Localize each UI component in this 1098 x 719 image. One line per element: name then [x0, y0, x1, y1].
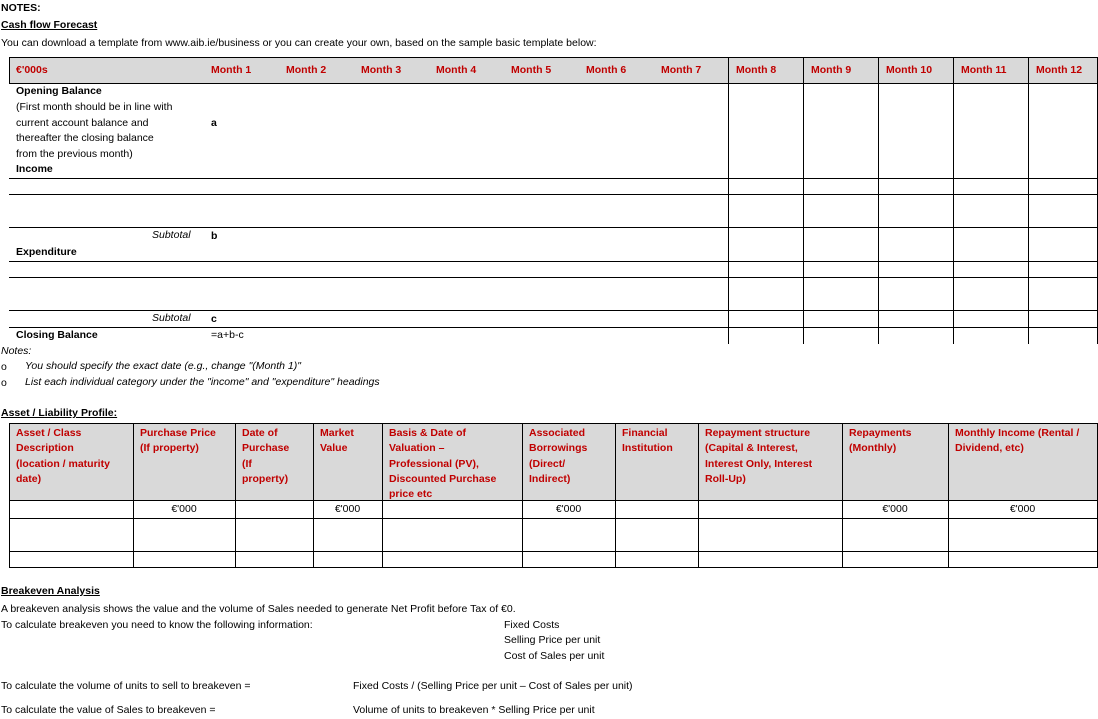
asset-unit-label: €'000	[882, 503, 908, 515]
month-header: Month 11	[961, 64, 1007, 76]
notes-label: Notes:	[1, 345, 32, 357]
notes-title: NOTES:	[1, 2, 41, 14]
grid-line	[235, 423, 236, 567]
month-header: Month 6	[586, 64, 627, 76]
grid-line	[9, 567, 1098, 568]
note-bullet: o	[1, 361, 7, 373]
grid-line	[9, 501, 10, 567]
month-header: Month 5	[511, 64, 552, 76]
note-bullet: o	[1, 377, 7, 389]
breakeven-volume-label: To calculate the volume of units to sell to breakeven =	[1, 680, 251, 692]
asset-unit-label: €'000	[1009, 503, 1036, 515]
grid-line	[522, 423, 523, 567]
closing-balance-label: Closing Balance	[16, 329, 98, 341]
asset-column-header: Asset / Class Description (location / maturity date)	[16, 427, 110, 485]
grid-line	[698, 423, 699, 567]
cashflow-intro: You can download a template from www.aib.ie/business or you can create your own, based on the sample basic template below:	[1, 37, 597, 49]
month-header: Month 12	[1036, 64, 1083, 76]
asset-column-header: Monthly Income (Rental / Dividend, etc)	[955, 427, 1080, 455]
income-label: Income	[16, 163, 53, 175]
asset-column-header: Financial Institution	[622, 427, 673, 455]
asset-unit-label: €'000	[334, 503, 361, 515]
grid-line	[313, 423, 314, 567]
grid-line	[1028, 57, 1029, 84]
grid-line	[9, 518, 1098, 519]
month-header: Month 8	[736, 64, 777, 76]
subtotal-code-b: b	[211, 230, 218, 242]
asset-column-header: Repayment structure (Capital & Interest, Interest Only, Interest Roll-Up)	[705, 427, 813, 485]
grid-line	[878, 57, 879, 84]
breakeven-heading: Breakeven Analysis	[1, 585, 100, 597]
asset-column-header: Basis & Date of Valuation – Professional (PV), Discounted Purchase price etc	[389, 427, 497, 501]
month-header: Month 9	[811, 64, 852, 76]
grid-line	[382, 423, 383, 567]
month-header: Month 1	[211, 64, 252, 76]
breakeven-line-1: A breakeven analysis shows the value and the volume of Sales needed to generate Net Profit before Tax of €0.	[1, 603, 516, 615]
asset-column-header: Market Value	[320, 427, 354, 455]
cashflow-heading: Cash flow Forecast	[1, 19, 98, 31]
month-header: Month 2	[286, 64, 327, 76]
closing-formula: =a+b-c	[211, 329, 244, 341]
breakeven-info-cost-of-sales: Cost of Sales per unit	[504, 650, 605, 662]
subtotal-income-label: Subtotal	[152, 229, 191, 241]
grid-line	[803, 57, 804, 84]
grid-line	[9, 178, 1098, 179]
grid-line	[1028, 84, 1029, 344]
grid-line	[9, 310, 1098, 311]
breakeven-line-2: To calculate breakeven you need to know the following information:	[1, 619, 313, 631]
asset-column-header: Purchase Price (If property)	[140, 427, 216, 455]
grid-line	[133, 423, 134, 567]
grid-line	[615, 423, 616, 567]
breakeven-volume-formula: Fixed Costs / (Selling Price per unit – Cost of Sales per unit)	[353, 680, 633, 692]
opening-code: a	[211, 117, 217, 129]
grid-line	[9, 277, 1098, 278]
grid-line	[948, 423, 949, 567]
grid-line	[9, 551, 1098, 552]
subtotal-code-c: c	[211, 313, 217, 325]
month-header: Month 10	[886, 64, 933, 76]
asset-unit-label: €'000	[555, 503, 582, 515]
opening-balance-note: (First month should be in line with current account balance and thereafter the closing balance from the previous month)	[16, 101, 173, 160]
month-header: Month 3	[361, 64, 402, 76]
grid-line	[9, 327, 1098, 328]
asset-column-header: Associated Borrowings (Direct/ Indirect)	[529, 427, 588, 485]
grid-line	[842, 423, 843, 567]
grid-line	[9, 227, 1098, 228]
asset-column-header: Repayments (Monthly)	[849, 427, 912, 455]
asset-unit-label: €'000	[171, 503, 197, 515]
expenditure-label: Expenditure	[16, 246, 77, 258]
breakeven-value-label: To calculate the value of Sales to breakeven =	[1, 704, 216, 716]
asset-heading: Asset / Liability Profile:	[1, 407, 118, 419]
asset-column-header: Date of Purchase (If property)	[242, 427, 290, 485]
currency-label: €'000s	[16, 64, 48, 76]
month-header: Month 7	[661, 64, 702, 76]
grid-line	[9, 194, 1098, 195]
grid-line	[953, 57, 954, 84]
grid-line	[9, 261, 1098, 262]
subtotal-expenditure-label: Subtotal	[152, 312, 191, 324]
month-header: Month 4	[436, 64, 477, 76]
grid-line	[728, 57, 729, 84]
breakeven-info-selling-price: Selling Price per unit	[504, 634, 601, 646]
breakeven-value-formula: Volume of units to breakeven * Selling Price per unit	[353, 704, 595, 716]
cashflow-header-row	[9, 57, 1098, 84]
grid-line	[803, 84, 804, 344]
grid-line	[953, 84, 954, 344]
note-2: List each individual category under the "income" and "expenditure" headings	[25, 376, 380, 388]
grid-line	[728, 84, 729, 344]
grid-line	[878, 84, 879, 344]
opening-balance-label: Opening Balance	[16, 85, 102, 97]
breakeven-info-fixed-costs: Fixed Costs	[504, 619, 560, 631]
note-1: You should specify the exact date (e.g., change "(Month 1)"	[25, 360, 301, 372]
